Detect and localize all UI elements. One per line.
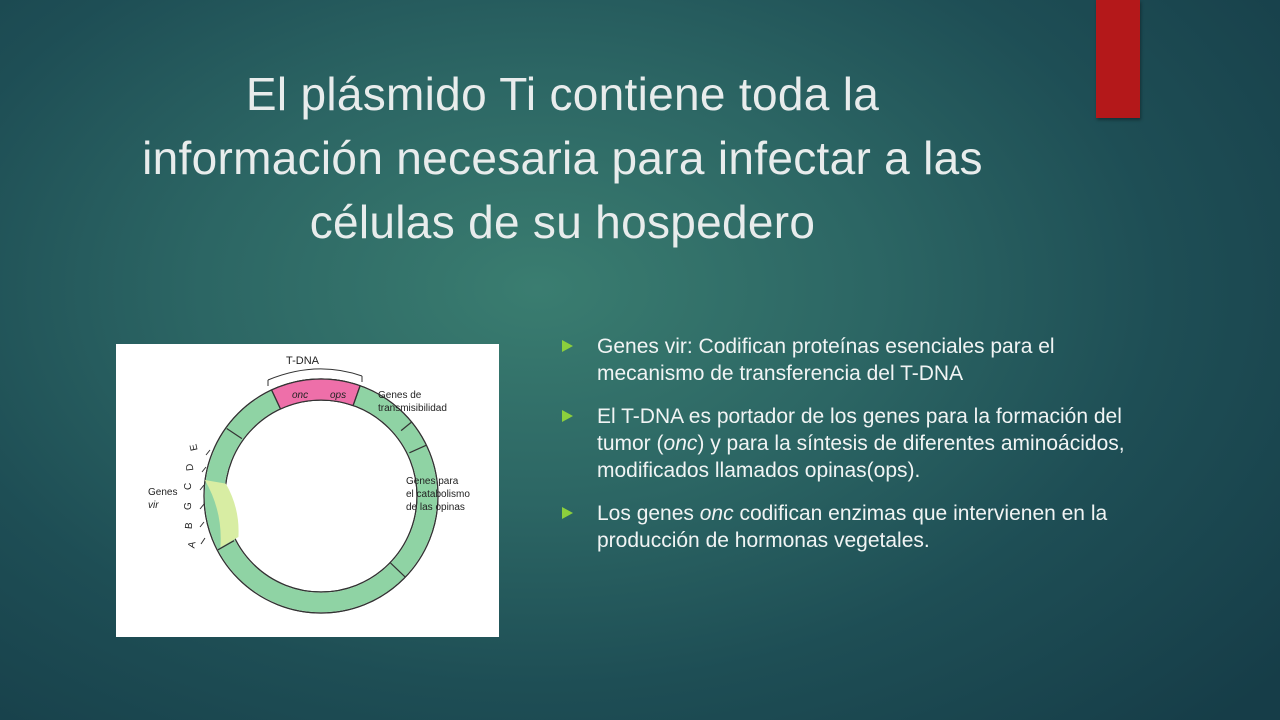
triangle-bullet-icon <box>562 507 573 519</box>
bullet-text <box>597 335 1055 385</box>
triangle-bullet-icon <box>562 410 573 422</box>
bullet-vir-genes <box>560 333 1150 387</box>
bullet-text <box>597 405 1125 482</box>
plasmid-ring-inner <box>225 400 417 592</box>
text-run: El T-DNA es portador de los genes para la formación del tumor ( <box>597 405 1122 455</box>
text-run: ) y para la síntesis de diferentes aminoácidos, modificados llamados opinas(ops). <box>597 432 1125 482</box>
slide-title: El plásmido Ti contiene toda la información necesaria para infectar a las células de su hospedero <box>142 68 983 248</box>
vir-gene-a: A <box>186 540 199 550</box>
italic-run: onc <box>663 432 698 455</box>
text-run: Los genes <box>597 502 700 525</box>
red-accent-bar <box>1096 0 1140 118</box>
text-run: Genes vir: Codifican proteínas esenciales para el mecanismo de transferencia del T-DNA <box>597 335 1055 385</box>
tdna-bracket <box>268 369 362 380</box>
triangle-bullet-icon <box>562 340 573 352</box>
transmisibilidad-label-line1: Genes de <box>378 390 422 401</box>
vir-gene-e: E <box>188 442 201 452</box>
svg-text:Genes para el catabolism <box>406 476 473 513</box>
bullet-tdna <box>560 403 1150 484</box>
catabolismo-label-line3: de las opinas <box>406 502 465 513</box>
onc-label: onc <box>292 390 309 401</box>
text-run: codifican enzimas que intervienen en la producción de hormonas vegetales. <box>597 502 1108 552</box>
svg-text:Genes vir <box>148 487 180 511</box>
italic-run: onc <box>699 502 734 525</box>
bullet-text <box>597 502 1107 552</box>
catabolismo-label-line1: Genes para <box>406 476 459 487</box>
tdna-label: T-DNA <box>286 355 319 367</box>
vir-genes-label-line1: Genes <box>148 487 178 498</box>
vir-gene-c: C <box>182 482 195 491</box>
bullet-list <box>560 333 1150 570</box>
vir-gene-g: G <box>182 502 195 511</box>
catabolismo-label-line2: el catabolismo <box>406 489 470 500</box>
ti-plasmid-diagram <box>116 344 499 637</box>
ops-label: ops <box>330 390 347 401</box>
vir-gene-d: D <box>184 462 197 472</box>
vir-gene-b: B <box>183 521 196 530</box>
transmisibilidad-label-line2: transmisibilidad <box>378 403 447 414</box>
bullet-onc-genes <box>560 500 1150 554</box>
vir-genes-label-line2: vir <box>148 500 159 511</box>
